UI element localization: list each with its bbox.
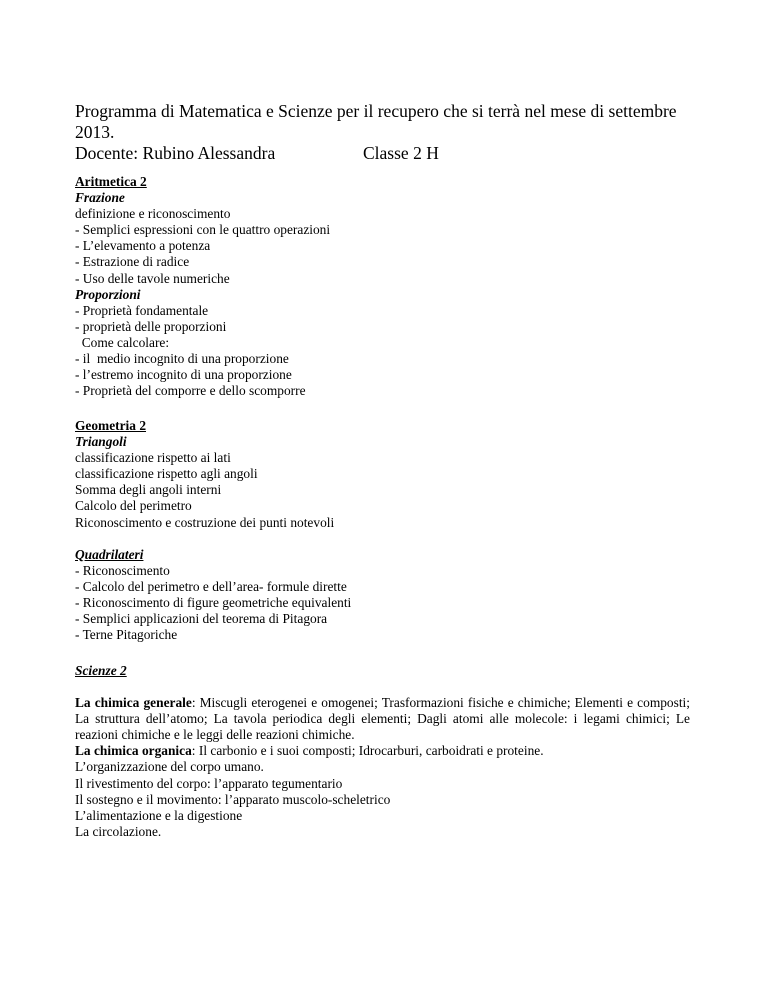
list-item: Somma degli angoli interni <box>75 482 222 498</box>
list-item: Riconoscimento e costruzione dei punti notevoli <box>75 514 335 530</box>
header-title-line-2: 2013. <box>75 122 115 142</box>
section-geometria <box>75 418 715 643</box>
header-teacher-row <box>75 143 715 164</box>
list-item: - Proprietà fondamentale <box>75 302 209 318</box>
list-item: - Estrazione di radice <box>75 254 190 270</box>
list-item: La circolazione. <box>75 823 162 839</box>
list-item: - Riconoscimento di figure geometriche equivalenti <box>75 594 352 610</box>
paragraph-chimica-generale <box>75 695 690 743</box>
list-item: classificazione rispetto ai lati <box>75 450 231 466</box>
list-item: - Proprietà del comporre e dello scomporre <box>75 383 306 399</box>
document-header <box>75 101 715 164</box>
list-item: - L’elevamento a potenza <box>75 238 211 254</box>
subsection-title-quadrilateri: Quadrilateri <box>75 546 144 562</box>
chimica-organica-text: : Il carbonio e i suoi composti; Idrocarburi, carboidrati e proteine. <box>191 743 544 759</box>
chimica-organica-label: La chimica organica <box>75 743 192 759</box>
list-item: - Riconoscimento <box>75 562 170 578</box>
section-aritmetica <box>75 174 715 399</box>
subsection-title-frazione: Frazione <box>75 190 125 206</box>
section-title-aritmetica: Aritmetica 2 <box>75 174 147 189</box>
list-item: - proprietà delle proporzioni <box>75 318 227 334</box>
list-item: - Calcolo del perimetro e dell’area- formule dirette <box>75 578 347 594</box>
section-title-geometria: Geometria 2 <box>75 418 147 433</box>
list-item: Come calcolare: <box>75 334 170 350</box>
list-item: definizione e riconoscimento <box>75 206 231 222</box>
list-item: - Semplici applicazioni del teorema di Pitagora <box>75 611 328 627</box>
header-teacher: Docente: Rubino Alessandra <box>75 143 276 163</box>
list-item: L’alimentazione e la digestione <box>75 807 243 823</box>
list-item: - Terne Pitagoriche <box>75 627 178 643</box>
list-item: - Semplici espressioni con le quattro operazioni <box>75 222 331 238</box>
list-item: Il rivestimento del corpo: l’apparato tegumentario <box>75 775 343 791</box>
list-item: L’organizzazione del corpo umano. <box>75 759 264 775</box>
section-scienze <box>75 663 715 840</box>
list-item: - Uso delle tavole numeriche <box>75 270 230 286</box>
list-item: - l’estremo incognito di una proporzione <box>75 367 292 383</box>
paragraph-chimica-organica <box>75 743 690 759</box>
list-item: Il sostegno e il movimento: l’apparato muscolo-scheletrico <box>75 791 391 807</box>
list-item: Calcolo del perimetro <box>75 498 192 514</box>
chimica-generale-text: : Miscugli eterogenei e omogenei; Trasformazioni fisiche e chimiche; Elementi e composti; La struttura dell’atomo; La tavola periodica degli elementi; Dagli atomi alle molecole: i legami chimici; Le reazioni chimiche e le leggi delle reazioni chimiche. <box>75 695 690 743</box>
header-class: Classe 2 H <box>363 143 439 163</box>
section-title-scienze: Scienze 2 <box>75 663 127 678</box>
list-item: - il medio incognito di una proporzione <box>75 351 289 367</box>
list-item: classificazione rispetto agli angoli <box>75 466 258 482</box>
subsection-title-triangoli: Triangoli <box>75 434 127 450</box>
chimica-generale-label: La chimica generale <box>75 695 192 711</box>
header-title-line-1: Programma di Matematica e Scienze per il recupero che si terrà nel mese di settembre <box>75 101 677 121</box>
subsection-title-proporzioni: Proporzioni <box>75 286 141 302</box>
